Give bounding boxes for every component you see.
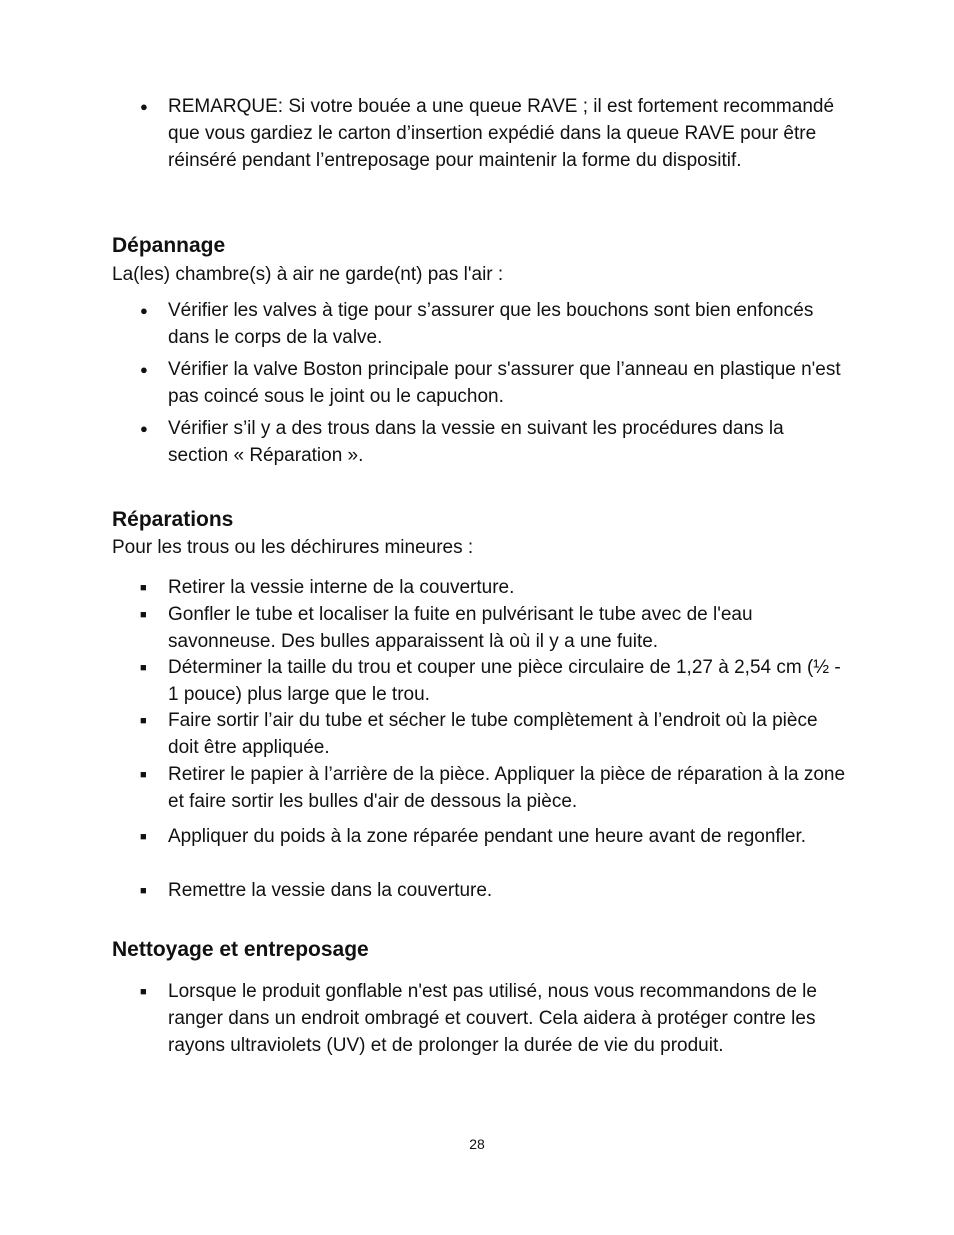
repairs-bullet-4: ■ bbox=[140, 715, 147, 727]
troubleshooting-intro: La(les) chambre(s) à air ne garde(nt) pas l'air : bbox=[112, 264, 504, 285]
cleaning-item-1: Lorsque le produit gonflable n'est pas utilisé, nous vous recommandons de le ranger dans un endroit ombragé et couvert. Cela aidera à protéger contre les rayons ultraviolets (UV) et de prolonger la durée de vie du produit. bbox=[168, 981, 817, 1056]
note-text: REMARQUE: Si votre bouée a une queue RAVE ; il est fortement recommandé que vous gardiez le carton d’insertion expédié dans la queue RAVE pour être réinséré pendant l’entreposage pour maintenir la forme du dispositif. bbox=[168, 96, 835, 171]
note-bullet: ● bbox=[140, 99, 148, 114]
repairs-item-4: Faire sortir l’air du tube et sécher le tube complètement à l’endroit où la pièce doit être appliquée. bbox=[168, 710, 818, 758]
repairs-intro: Pour les trous ou les déchirures mineures : bbox=[112, 537, 474, 558]
repairs-item-1: Retirer la vessie interne de la couverture. bbox=[168, 577, 515, 598]
page-number: 28 bbox=[469, 1136, 485, 1152]
troubleshooting-item-3: Vérifier s’il y a des trous dans la vessie en suivant les procédures dans la section « Réparation ». bbox=[168, 418, 784, 466]
repairs-heading: Réparations bbox=[112, 508, 234, 531]
troubleshooting-bullet-3: ● bbox=[140, 421, 148, 436]
repairs-item-7: Remettre la vessie dans la couverture. bbox=[168, 880, 493, 901]
repairs-item-5: Retirer le papier à l’arrière de la pièce. Appliquer la pièce de réparation à la zone et faire sortir les bulles d'air de dessous la pièce. bbox=[168, 764, 846, 812]
repairs-bullet-2: ■ bbox=[140, 609, 147, 621]
cleaning-heading: Nettoyage et entreposage bbox=[112, 938, 369, 961]
troubleshooting-bullet-1: ● bbox=[140, 303, 148, 318]
troubleshooting-item-1: Vérifier les valves à tige pour s’assurer que les bouchons sont bien enfoncés dans le corps de la valve. bbox=[168, 300, 814, 348]
cleaning-bullet-1: ■ bbox=[140, 986, 147, 998]
repairs-bullet-3: ■ bbox=[140, 662, 147, 674]
repairs-item-3: Déterminer la taille du trou et couper une pièce circulaire de 1,27 à 2,54 cm (½ - 1 pouce) plus large que le trou. bbox=[168, 657, 841, 705]
repairs-bullet-1: ■ bbox=[140, 582, 147, 594]
repairs-bullet-7: ■ bbox=[140, 885, 147, 897]
troubleshooting-item-2: Vérifier la valve Boston principale pour s'assurer que l’anneau en plastique n'est pas coincé sous le joint ou le capuchon. bbox=[168, 359, 841, 407]
repairs-item-2: Gonfler le tube et localiser la fuite en pulvérisant le tube avec de l'eau savonneuse. Des bulles apparaissent là où il y a une fuite. bbox=[168, 604, 753, 652]
repairs-item-6: Appliquer du poids à la zone réparée pendant une heure avant de regonfler. bbox=[168, 826, 807, 847]
troubleshooting-bullet-2: ● bbox=[140, 362, 148, 377]
repairs-bullet-5: ■ bbox=[140, 769, 147, 781]
troubleshooting-heading: Dépannage bbox=[112, 234, 226, 257]
repairs-bullet-6: ■ bbox=[140, 831, 147, 843]
